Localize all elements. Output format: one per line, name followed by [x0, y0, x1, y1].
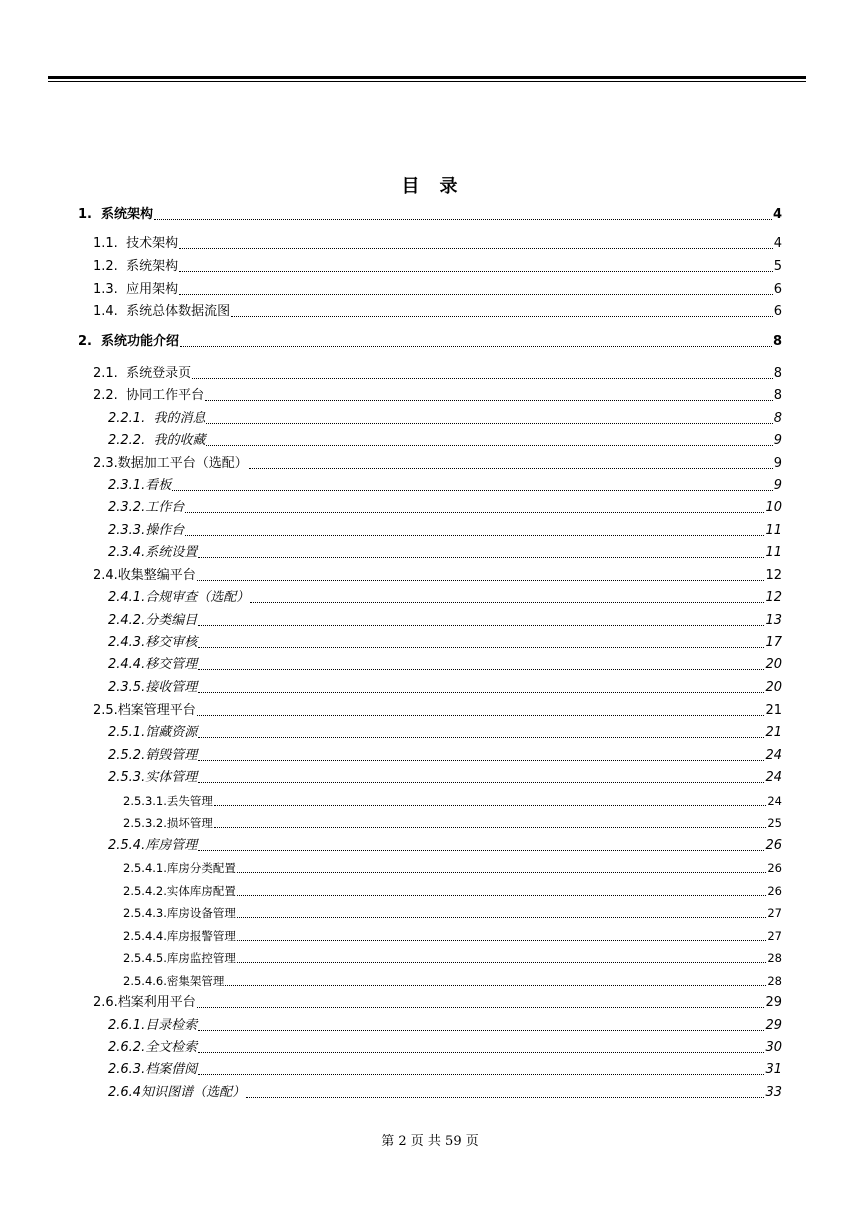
toc-entry[interactable] — [93, 364, 782, 384]
toc-dot-leader — [214, 827, 766, 828]
toc-entry-title: 2.6.档案利用平台 — [93, 995, 196, 1010]
toc-entry-title: 2.5.2.销毁管理 — [108, 748, 198, 763]
toc-entry[interactable] — [93, 566, 782, 586]
toc-entry-title: 2.2.2. 我的收藏 — [108, 433, 206, 448]
toc-entry-page: 20 — [765, 680, 782, 695]
toc-entry-page: 29 — [765, 1018, 782, 1033]
toc-entry-title: 1.2. 系统架构 — [93, 259, 179, 274]
toc-entry-page: 31 — [765, 1062, 782, 1077]
toc-dot-leader — [185, 512, 764, 513]
toc-entry-title: 2.2.1. 我的消息 — [108, 411, 206, 426]
toc-entry-title: 2.5.4.4.库房报警管理 — [123, 929, 236, 943]
toc-entry-title: 2.6.4知识图谱（选配） — [108, 1085, 246, 1100]
toc-dot-leader — [237, 962, 766, 963]
toc-entry-title: 2.4.1.合规审查（选配） — [108, 590, 250, 605]
toc-entry-title: 2.3.3.操作台 — [108, 523, 185, 538]
toc-entry-title: 2.4.2.分类编目 — [108, 613, 198, 628]
toc-entry[interactable] — [108, 611, 782, 631]
toc-entry-title: 2. 系统功能介绍 — [78, 334, 180, 349]
toc-dot-leader — [179, 248, 773, 249]
toc-entry-page: 30 — [765, 1040, 782, 1055]
toc-dot-leader — [249, 468, 773, 469]
toc-entry[interactable] — [123, 926, 782, 946]
toc-entry[interactable] — [108, 836, 782, 856]
toc-entry-page: 27 — [767, 929, 782, 943]
toc-dot-leader — [185, 535, 764, 536]
toc-dot-leader — [197, 580, 765, 581]
toc-entry[interactable] — [123, 791, 782, 811]
toc-dot-leader — [250, 602, 764, 603]
toc-entry-title: 2.3.4.系统设置 — [108, 545, 198, 560]
toc-entry[interactable] — [93, 302, 782, 322]
toc-entry-page: 33 — [765, 1085, 782, 1100]
toc-dot-leader — [206, 423, 772, 424]
header-rule-thick — [48, 76, 806, 79]
toc-entry-page: 12 — [765, 590, 782, 605]
toc-entry-title: 1.1. 技术架构 — [93, 236, 179, 251]
toc-dot-leader — [198, 625, 764, 626]
toc-entry-page: 12 — [765, 568, 782, 583]
toc-entry-title: 2.5.1.馆藏资源 — [108, 725, 198, 740]
toc-entry[interactable] — [93, 386, 782, 406]
toc-entry-page: 11 — [765, 523, 782, 538]
toc-entry-page: 26 — [767, 861, 782, 875]
toc-dot-leader — [198, 692, 764, 693]
toc-dot-leader — [237, 917, 766, 918]
toc-entry-title: 2.5.4.5.库房监控管理 — [123, 951, 236, 965]
toc-entry-title: 2.5.3.1.丢失管理 — [123, 794, 213, 808]
toc-entry[interactable] — [93, 454, 782, 474]
toc-entry-page: 11 — [765, 545, 782, 560]
toc-entry[interactable] — [108, 768, 782, 788]
toc-entry-title: 2.6.2.全文检索 — [108, 1040, 198, 1055]
toc-entry-title: 2.2. 协同工作平台 — [93, 388, 205, 403]
toc-entry-title: 1.3. 应用架构 — [93, 282, 179, 297]
toc-entry-title: 2.1. 系统登录页 — [93, 366, 192, 381]
toc-entry-page: 24 — [765, 770, 782, 785]
toc-entry[interactable] — [108, 431, 782, 451]
toc-entry[interactable] — [108, 476, 782, 496]
toc-entry-page: 29 — [765, 995, 782, 1010]
toc-entry[interactable] — [93, 701, 782, 721]
toc-entry[interactable] — [108, 633, 782, 653]
toc-dot-leader — [198, 850, 764, 851]
toc-entry-title: 2.6.3.档案借阅 — [108, 1062, 198, 1077]
toc-dot-leader — [214, 805, 766, 806]
toc-dot-leader — [198, 669, 764, 670]
toc-entry[interactable] — [78, 205, 782, 225]
toc-entry-page: 8 — [773, 388, 782, 403]
toc-dot-leader — [205, 400, 773, 401]
toc-entry[interactable] — [108, 543, 782, 563]
toc-entry-title: 2.5.4.库房管理 — [108, 838, 198, 853]
toc-entry-title: 2.3.数据加工平台（选配） — [93, 456, 248, 471]
toc-dot-leader — [197, 1007, 765, 1008]
header-rule-thin — [48, 81, 806, 82]
toc-entry-page: 8 — [772, 334, 782, 349]
toc-entry[interactable] — [123, 858, 782, 878]
toc-entry[interactable] — [93, 993, 782, 1013]
toc-entry-page: 21 — [765, 725, 782, 740]
toc-dot-leader — [225, 985, 766, 986]
toc-dot-leader — [180, 346, 772, 347]
toc-dot-leader — [197, 715, 765, 716]
page-footer: 第 2 页 共 59 页 — [381, 1134, 479, 1149]
toc-entry-page: 17 — [765, 635, 782, 650]
toc-entry-title: 2.4.收集整编平台 — [93, 568, 196, 583]
toc-entry-title: 2.3.2.工作台 — [108, 500, 185, 515]
toc-dot-leader — [237, 940, 766, 941]
toc-entry[interactable] — [108, 1038, 782, 1058]
toc-entry-page: 8 — [773, 411, 782, 426]
toc-dot-leader — [198, 760, 764, 761]
toc-entry[interactable] — [123, 971, 782, 991]
toc-entry[interactable] — [93, 257, 782, 277]
toc-dot-leader — [179, 271, 773, 272]
toc-entry-title: 2.5.档案管理平台 — [93, 703, 196, 718]
toc-entry-page: 8 — [773, 366, 782, 381]
toc-entry-title: 2.5.4.2.实体库房配置 — [123, 884, 236, 898]
toc-entry-title: 2.5.4.3.库房设备管理 — [123, 906, 236, 920]
toc-entry[interactable] — [93, 234, 782, 254]
toc-entry[interactable] — [108, 1016, 782, 1036]
toc-dot-leader — [172, 490, 773, 491]
toc-dot-leader — [231, 316, 773, 317]
toc-entry-page: 26 — [765, 838, 782, 853]
toc-entry-page: 9 — [773, 478, 782, 493]
toc-entry[interactable] — [108, 1083, 782, 1103]
toc-entry-title: 2.3.1.看板 — [108, 478, 172, 493]
toc-entry-page: 27 — [767, 906, 782, 920]
toc-dot-leader — [198, 737, 764, 738]
toc-entry-page: 20 — [765, 657, 782, 672]
toc-entry[interactable] — [108, 746, 782, 766]
toc-entry[interactable] — [108, 521, 782, 541]
toc-entry-page: 9 — [773, 456, 782, 471]
toc-entry-title: 2.4.4.移交管理 — [108, 657, 198, 672]
toc-entry-title: 2.5.3.实体管理 — [108, 770, 198, 785]
toc-entry[interactable] — [123, 881, 782, 901]
page-title: 目 录 — [401, 176, 459, 197]
toc-dot-leader — [198, 1052, 764, 1053]
toc-dot-leader — [198, 782, 764, 783]
toc-entry-page: 10 — [765, 500, 782, 515]
toc-entry-page: 6 — [773, 282, 782, 297]
toc-dot-leader — [246, 1097, 764, 1098]
toc-entry[interactable] — [93, 280, 782, 300]
toc-dot-leader — [237, 895, 766, 896]
toc-entry-page: 25 — [767, 816, 782, 830]
toc-dot-leader — [198, 557, 764, 558]
toc-entry[interactable] — [108, 723, 782, 743]
toc-entry-title: 2.4.3.移交审核 — [108, 635, 198, 650]
toc-entry-title: 1.4. 系统总体数据流图 — [93, 304, 231, 319]
toc-entry-page: 4 — [772, 207, 782, 222]
toc-dot-leader — [198, 1074, 764, 1075]
toc-entry-title: 2.5.4.1.库房分类配置 — [123, 861, 236, 875]
toc-entry-page: 28 — [767, 974, 782, 988]
toc-entry-page: 24 — [765, 748, 782, 763]
toc-entry-title: 2.6.1.目录检索 — [108, 1018, 198, 1033]
toc-dot-leader — [179, 294, 773, 295]
toc-entry[interactable] — [108, 1060, 782, 1080]
toc-entry[interactable] — [108, 655, 782, 675]
toc-entry-page: 9 — [773, 433, 782, 448]
toc-entry-page: 24 — [767, 794, 782, 808]
toc-entry-title: 2.5.4.6.密集架管理 — [123, 974, 225, 988]
toc-entry-page: 26 — [767, 884, 782, 898]
toc-entry-page: 5 — [773, 259, 782, 274]
toc-dot-leader — [198, 1030, 764, 1031]
toc-entry[interactable] — [78, 332, 782, 352]
toc-entry[interactable] — [123, 948, 782, 968]
toc-entry-title: 2.5.3.2.损坏管理 — [123, 816, 213, 830]
toc-entry[interactable] — [108, 588, 782, 608]
toc-entry-page: 6 — [773, 304, 782, 319]
toc-dot-leader — [198, 647, 764, 648]
toc-entry[interactable] — [108, 498, 782, 518]
toc-entry[interactable] — [123, 903, 782, 923]
toc-entry-page: 21 — [765, 703, 782, 718]
toc-entry-page: 4 — [773, 236, 782, 251]
toc-entry[interactable] — [108, 409, 782, 429]
toc-dot-leader — [154, 219, 772, 220]
toc-entry-title: 2.3.5.接收管理 — [108, 680, 198, 695]
toc-entry[interactable] — [108, 678, 782, 698]
toc-entry-page: 28 — [767, 951, 782, 965]
toc-dot-leader — [237, 872, 766, 873]
toc-dot-leader — [192, 378, 773, 379]
toc-entry-page: 13 — [765, 613, 782, 628]
toc-entry-title: 1. 系统架构 — [78, 207, 154, 222]
toc-entry[interactable] — [123, 813, 782, 833]
toc-dot-leader — [206, 445, 772, 446]
